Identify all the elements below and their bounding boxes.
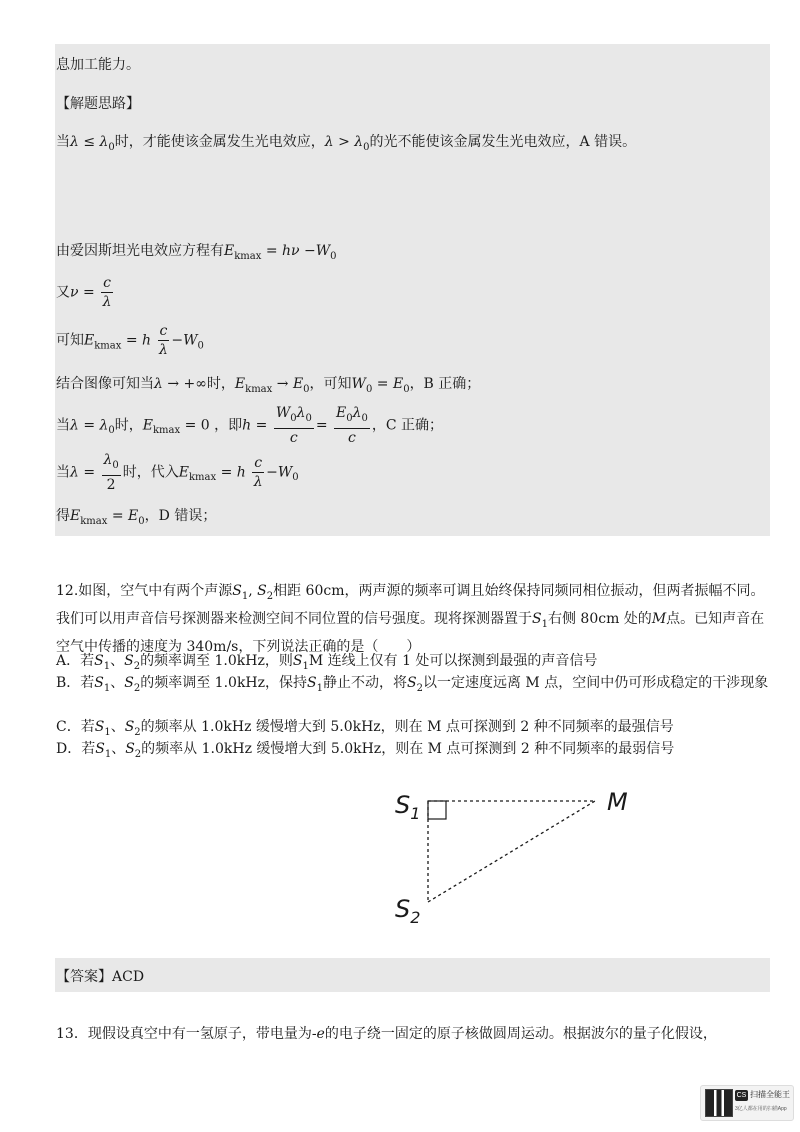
- solution-line-e: 结合图像可知当λ → +∞时，$E_{kmax} \to E_0$，可知$W_0 = E_0$，B 正确；: [56, 376, 481, 395]
- solution-line-g: 当λ = $\frac{\lambda_0}{2}$ 时，代入$E_{kmax} = h$ $\frac{c}{\lambda}$ $-W_0$: [56, 452, 299, 493]
- fraction-w0-lambda0-over-c: $\frac{W_0\lambda_0}{c}$: [275, 405, 312, 446]
- question-13-text: 13．现假设真空中有一氢原子，带电量为-e的电子绕一固定的原子核做圆周运动。根据波尔的量子化假设，: [56, 1026, 717, 1042]
- question-12-option-a: A．若$S_1$、$S_2$的频率调至 1.0kHz，则$S_1M$ 连线上仅有 1 处可以探测到最强的声音信号: [56, 653, 598, 672]
- question-12-figure: [385, 780, 645, 930]
- line-b-prefix: 由爱因斯坦光电效应方程有: [56, 243, 224, 259]
- cs-logo-icon: CS: [736, 1092, 747, 1099]
- answer-text: 【答案】ACD: [56, 969, 145, 985]
- question-12-option-b: B．若$S_1$、$S_2$的频率调至 1.0kHz，保持$S_1$静止不动，将$S_2$以一定速度远离 M 点，空间中仍可形成稳定的干涉现象: [56, 675, 769, 694]
- right-angle-marker: [428, 801, 446, 819]
- line-g-prefix: 当: [56, 464, 70, 481]
- line-g-mid: 时，代入: [122, 464, 179, 481]
- camscanner-watermark: [700, 1085, 794, 1121]
- label-s2: $S_2$: [395, 895, 421, 927]
- question-12-stem: 12.如图，空气中有两个声源$S_1$, $S_2$相距 60cm，两声源的频率可调且始终保持同频同相位振动，但两者振幅不同。我们可以用声音信号探测器来检测空间不同位置的信号强度。现将探测器置于$S_1$右侧 80cm 处的M点。已知声音在空气中传播的速度为 340m/s，下列说法正确的是（ ）: [56, 583, 765, 655]
- fraction-c-over-lambda: $\frac{c}{\lambda}$: [159, 323, 168, 358]
- fraction-lambda0-over-2: $\frac{\lambda_0}{2}$: [103, 452, 119, 493]
- line-c-prefix: 又: [56, 284, 70, 301]
- solution-line-a: 当$\lambda \le \lambda_0$时，才能使该金属发生光电效应，$\lambda > \lambda_0$的光不能使该金属发生光电效应，A 错误。: [56, 134, 637, 153]
- fraction-c-over-lambda: $\frac{c}{\lambda}$: [102, 275, 112, 310]
- solution-line-b: 由爱因斯坦光电效应方程有$E_{kmax} = h\nu -W_0$: [56, 243, 337, 262]
- label-s1: $S_1$: [395, 791, 421, 823]
- qr-code-icon: [705, 1089, 733, 1117]
- fraction-e0-lambda0-over-c: $\frac{E_0\lambda_0}{c}$: [336, 405, 368, 446]
- solution-line-f: 当$\lambda = \lambda_0$时，$E_{kmax} = 0$ ，即h = $\frac{W_0\lambda_0}{c}$ = $\frac{E_0\lambda_0}{c}$ ，C 正确；: [56, 405, 444, 446]
- solution-line-0: 息加工能力。: [56, 57, 140, 73]
- solution-line-d: 可知$E_{kmax} = h$ $\frac{c}{\lambda}$ $-W_0$: [56, 323, 204, 358]
- watermark-brand: 扫描全能王: [750, 1090, 790, 1099]
- line-d-prefix: 可知: [56, 332, 84, 349]
- question-12-option-d: D．若$S_1$、$S_2$的频率从 1.0kHz 缓慢增大到 5.0kHz，则在 M 点可探测到 2 种不同频率的最弱信号: [56, 741, 675, 760]
- label-m: M: [607, 788, 628, 816]
- answer-panel: [55, 958, 770, 992]
- line-f-suffix: ，C 正确；: [371, 417, 444, 434]
- solution-line-c: 又ν = $\frac{c}{\lambda}$: [56, 275, 112, 310]
- question-12-option-c: C．若$S_1$、$S_2$的频率从 1.0kHz 缓慢增大到 5.0kHz，则在 M 点可探测到 2 种不同频率的最强信号: [56, 719, 674, 738]
- solution-line-h: 得$E_{kmax} = E_0$，D 错误；: [56, 508, 217, 527]
- watermark-slogan: 3亿人都在用的扫描App: [735, 1106, 787, 1112]
- s2-m-line: [428, 801, 595, 902]
- fraction-c-over-lambda: $\frac{c}{\lambda}$: [253, 454, 263, 490]
- section-heading: 【解题思路】: [56, 96, 140, 112]
